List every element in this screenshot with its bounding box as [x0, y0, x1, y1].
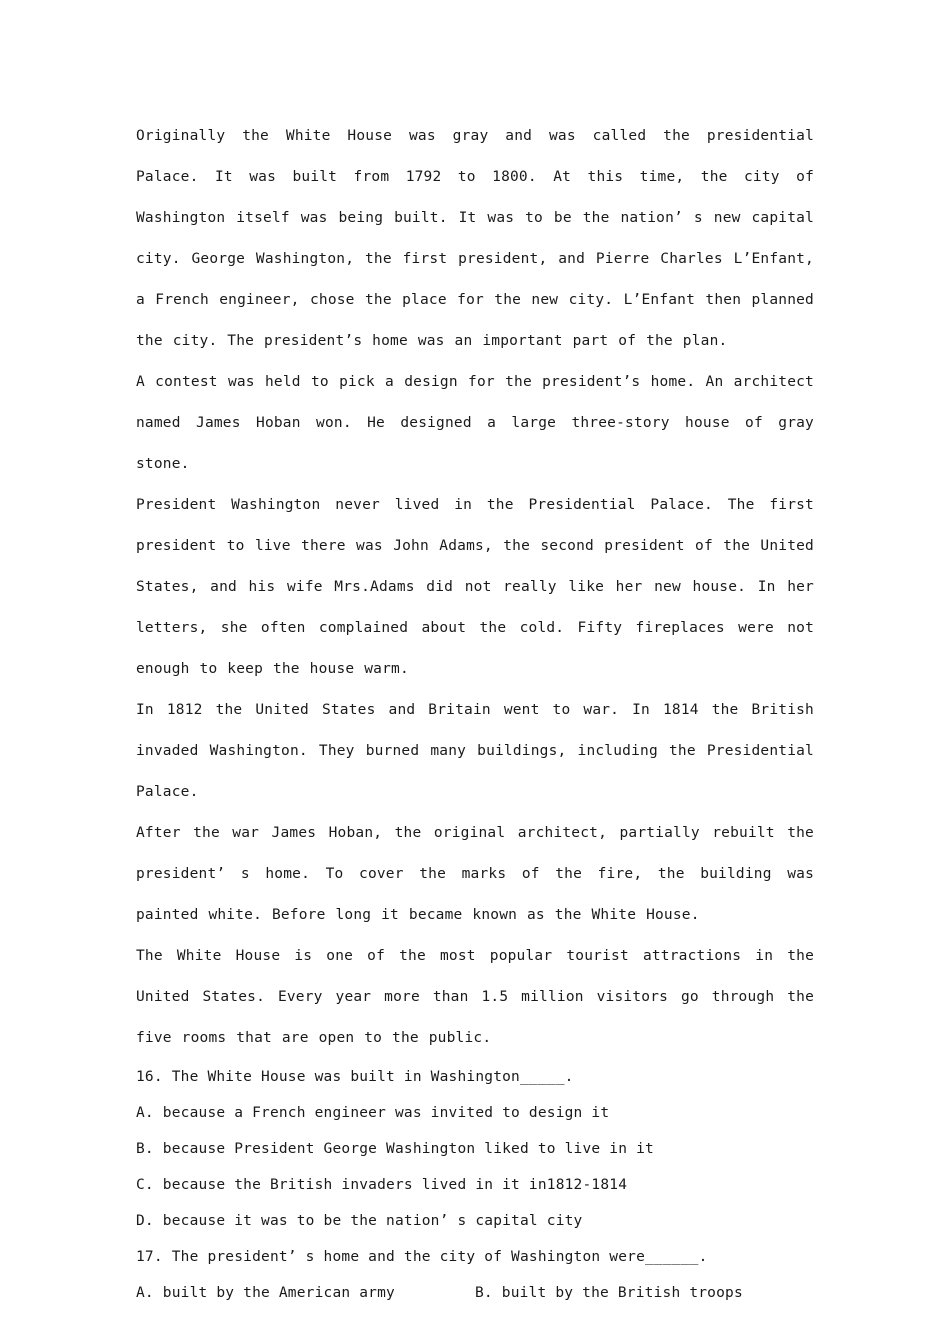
- question-16-option-c: C. because the British invaders lived in it in1812-1814: [136, 1177, 628, 1193]
- passage-paragraph-3: President Washington never lived in the Presidential Palace. The first president to live there was John Adams, the second president of the United States, and his wife Mrs.Adams did not really like her new house. In her letters, she often complained about the cold. Fifty fireplaces were not enough to keep the house warm.: [136, 497, 814, 677]
- question-16-option-b: B. because President George Washington liked to live in it: [136, 1141, 654, 1157]
- passage-paragraph-6: The White House is one of the most popular tourist attractions in the United States. Every year more than 1.5 million visitors go through the five rooms that are open to the public.: [136, 948, 814, 1046]
- reading-passage: [136, 116, 814, 1059]
- question-17: [136, 1239, 814, 1311]
- document-page: [136, 116, 814, 1311]
- question-16-option-a: A. because a French engineer was invited to design it: [136, 1105, 610, 1121]
- question-17-stem: 17. The president’ s home and the city of Washington were______.: [136, 1249, 708, 1265]
- question-17-option-a: A. built by the American army: [136, 1285, 395, 1301]
- question-17-option-b: B. built by the British troops: [475, 1285, 743, 1301]
- question-17-options-row: [136, 1275, 814, 1311]
- question-16: [136, 1059, 814, 1239]
- question-16-stem: 16. The White House was built in Washington_____.: [136, 1069, 574, 1085]
- passage-paragraph-2: A contest was held to pick a design for the president’s home. An architect named James Hoban won. He designed a large three-story house of gray stone.: [136, 374, 814, 472]
- question-16-option-d: D. because it was to be the nation’ s capital city: [136, 1213, 583, 1229]
- passage-paragraph-5: After the war James Hoban, the original architect, partially rebuilt the president’ s home. To cover the marks of the fire, the building was painted white. Before long it became known as the White House.: [136, 825, 814, 923]
- passage-paragraph-1: Originally the White House was gray and was called the presidential Palace. It was built from 1792 to 1800. At this time, the city of Washington itself was being built. It was to be the nation’ s new capital city. George Washington, the first president, and Pierre Charles L’Enfant, a French engineer, chose the place for the new city. L’Enfant then planned the city. The president’s home was an important part of the plan.: [136, 128, 814, 349]
- passage-paragraph-4: In 1812 the United States and Britain went to war. In 1814 the British invaded Washington. They burned many buildings, including the Presidential Palace.: [136, 702, 814, 800]
